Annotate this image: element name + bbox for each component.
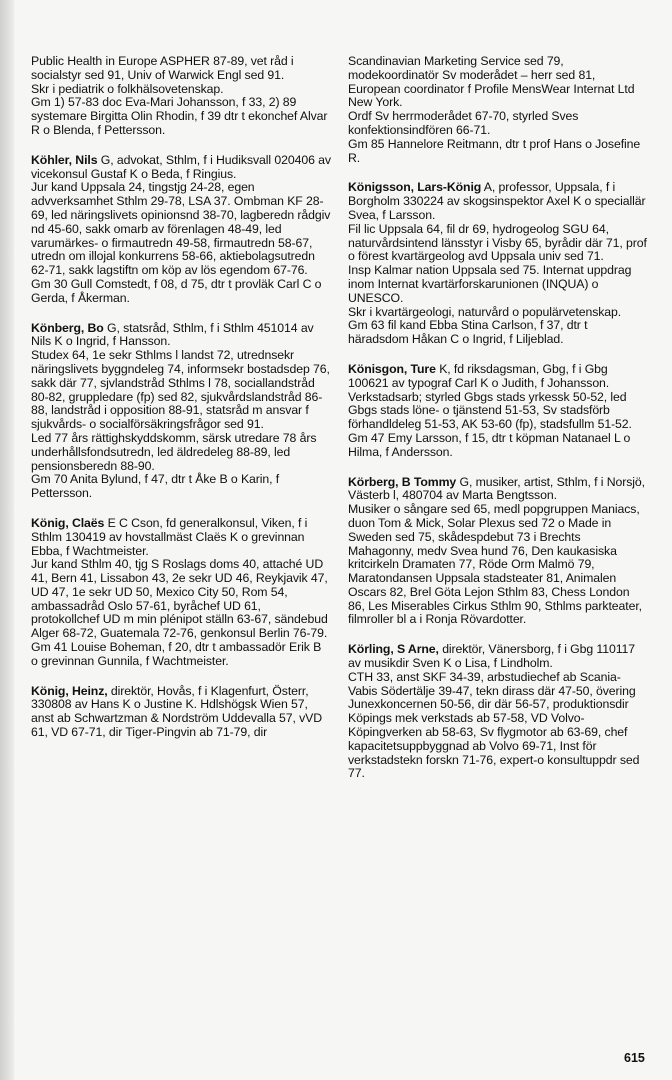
entry-intro-text: direktör, Hovås, f i Klagenfurt, Österr, 330808 av Hans K o Justine K. Hdlshögsk Wien 57, anst ab Schwartzman & Nordström Uddevalla 57, vVD 61, VD 67-71, dir Tiger-Pingvin ab 71-79, dir <box>31 683 323 740</box>
entry-name: Körberg, B Tommy <box>348 474 457 489</box>
entry-paragraph: Gm 47 Emy Larsson, f 15, dtr t köpman Natanael L o Hilma, f Andersson. <box>348 430 631 459</box>
entry-paragraph: Studex 64, 1e sekr Sthlms l landst 72, utrednsekr näringslivets byggndeleg 74, informsekr bostadsdep 76, sakk där 77, sjvlandstråd Sthlms l 78, sociallandstråd 80-82, gruppledare (fp) sed 82, sjukvårdslandstråd 86-88, landstråd i opposition 88-91, statsråd m ansvar f sjukvårds- o socialförsäkringsfrågor sed 91. <box>31 348 330 432</box>
right-column <box>348 55 648 797</box>
page-number: 615 <box>624 1051 645 1065</box>
biography-entry <box>348 363 648 460</box>
entry-paragraph: Verkstadsarb; styrled Gbgs stads yrkessk 50-52, led Gbgs stads löne- o tjänstend 51-53, Sv stadsförb förhandldeleg 51-53, AK 53-60 (fp), stadsfullm 51-52. <box>348 389 632 432</box>
entry-paragraph: Scandinavian Marketing Service sed 79, modekoordinatör Sv moderådet – herr sed 81, European coordinator f Profile MensWear Internat Ltd New York. <box>348 54 635 110</box>
entry-intro <box>31 154 331 182</box>
biography-entry <box>31 55 331 138</box>
entry-paragraph: Gm 30 Gull Comstedt, f 08, d 75, dtr t provläk Carl C o Gerda, f Åkerman. <box>31 276 322 305</box>
entry-paragraph: Jur kand Uppsala 24, tingstjg 24-28, egen advverksamhet Sthlm 29-78, LSA 37. Ombman KF 28-69, led näringslivets opinionsnd 38-70, lagberedn rådgiv nd 45-60, sakk omarb av förenlagen 48-49, led varumärkes- o firmautredn 49-58, firmautredn 58-67, utredn om illojal konkurrens 58-66, aktiebolagsutredn 62-71, sakk lagstiftn om köp av lös egendom 67-76. <box>31 180 331 278</box>
entry-paragraph: Gm 1) 57-83 doc Eva-Mari Johansson, f 33, 2) 89 systemare Birgitta Olin Rhodin, f 39 dtr t ekonchef Alvar R o Blenda, f Pettersson. <box>31 95 328 137</box>
left-column <box>31 55 331 756</box>
entry-intro-text: K, fd riksdagsman, Gbg, f i Gbg 100621 av typograf Carl K o Judith, f Johansson. <box>348 361 610 390</box>
entry-intro-text: A, professor, Uppsala, f i Borgholm 330224 av skogsinspektor Axel K o speciallär Svea, f Larsson. <box>348 180 646 222</box>
entry-paragraph: Led 77 års rättighskyddskomm, särsk utredare 78 års underhållsfondsutredn, led äldredeleg 88-89, led pensionsberedn 88-90. <box>31 430 317 473</box>
entry-paragraph: Gm 70 Anita Bylund, f 47, dtr t Åke B o Karin, f Pettersson. <box>31 472 280 501</box>
biography-entry <box>348 55 648 165</box>
entry-intro <box>348 643 648 671</box>
entry-paragraph: Skr i kvartärgeologi, naturvård o populärvetenskap. <box>348 304 622 319</box>
entry-intro-text: G, advokat, Sthlm, f i Hudiksvall 020406 av vicekonsul Gustaf K o Beda, f Ringius. <box>31 152 331 181</box>
entry-intro <box>31 322 331 350</box>
entry-paragraph: Gm 63 fil kand Ebba Stina Carlson, f 37, dtr t häradsdom Håkan C o Ingrid, f Liljeblad. <box>348 318 588 347</box>
biography-entry <box>348 181 648 347</box>
entry-intro <box>348 181 648 222</box>
entry-intro-text: G, statsråd, Sthlm, f i Sthlm 451014 av Nils K o Ingrid, f Hansson. <box>31 320 314 349</box>
entry-intro-text: G, musiker, artist, Sthlm, f i Norsjö, Västerb l, 480704 av Marta Bengtsson. <box>348 474 645 503</box>
entry-paragraph: Musiker o sångare sed 65, medl popgruppen Maniacs, duon Tom & Mick, Solar Plexus sed 72 o Made in Sweden sed 75, skådespdebut 73 i Brechts Mahagonny, medv Svea hund 76, Den kaukasiska kritcirkeln Dramaten 77, Röde Orm Malmö 79, Maratondansen Uppsala stadsteater 81, Animalen Oscars 82, Brel Göta Lejon Sthlm 83, Chess London 86, Les Miserables Cirkus Sthlm 90, Sthlms parkteater, filmroller bl a i Ronja Rövardotter. <box>348 502 642 627</box>
entry-paragraph: Ordf Sv herrmoderådet 67-70, styrled Sves konfektionsindfören 66-71. <box>348 109 579 137</box>
entry-paragraph: Jur kand Sthlm 40, tjg S Roslags doms 40, attaché UD 41, Bern 41, Lissabon 43, 2e sekr UD 46, Reykjavik 47, UD 47, 1e sekr UD 50, Mexico City 50, Rom 54, ambassadråd Oslo 57-61, byråchef UD 61, protokollchef UD m min plénipot ställn 63-67, sändebud Alger 68-72, Guatemala 72-76, genkonsul Berlin 76-79. <box>31 557 328 641</box>
entry-intro <box>31 517 331 558</box>
entry-intro <box>348 476 648 504</box>
entry-paragraph: Skr i pediatrik o folkhälsovetenskap. <box>31 81 224 96</box>
biography-entry <box>348 643 648 781</box>
entry-paragraph: Gm 85 Hannelore Reitmann, dtr t prof Hans o Josefine R. <box>348 136 641 165</box>
entry-intro-text: E C Cson, fd generalkonsul, Viken, f i Sthlm 130419 av hovstallmäst Claës K o grevinnan Ebba, f Wachtmeister. <box>31 515 308 558</box>
entry-paragraph: Insp Kalmar nation Uppsala sed 75. Internat uppdrag inom Internat kvartärforskarunionen (INQUA) o UNESCO. <box>348 263 632 305</box>
entry-paragraph: Public Health in Europe ASPHER 87-89, vet råd i socialstyr sed 91, Univ of Warwick Engl sed 91. <box>31 54 294 82</box>
entry-intro-text: direktör, Vänersborg, f i Gbg 110117 av musikdir Sven K o Lisa, f Lindholm. <box>348 642 636 671</box>
entry-name: Könberg, Bo <box>31 320 104 335</box>
entry-paragraph: Fil lic Uppsala 64, fil dr 69, hydrogeolog SGU 64, naturvårdsintend länsstyr i Visby 65, byrådir där 71, prof o förest kvartärgeolog avd Uppsala univ sed 71. <box>348 221 647 264</box>
entry-name: Könisgon, Ture <box>348 361 436 376</box>
entry-intro <box>31 685 331 740</box>
entry-intro <box>348 363 648 391</box>
entry-name: Köhler, Nils <box>31 152 98 167</box>
entry-name: König, Heinz, <box>31 683 108 698</box>
entry-paragraph: Gm 41 Louise Boheman, f 20, dtr t ambassadör Erik B o grevinnan Gunnila, f Wachtmeister. <box>31 640 322 668</box>
entry-name: Körling, S Arne, <box>348 642 439 657</box>
biography-entry <box>31 685 331 740</box>
entry-paragraph: CTH 33, anst SKF 34-39, arbstudiechef ab Scania-Vabis Södertälje 39-47, tekn dirass där 47-50, övering Junexkoncernen 50-56, dir där 56-57, produktionsdir Köpings mek verkstads ab 57-58, VD Volvo-Köpingverken ab 58-63, Sv flygmotor ab 63-69, chef kapacitetsuppbyggnad ab Volvo 69-71, Inst för verkstadstekn forskn 71-76, expert-o konsultuppdr sed 77. <box>348 669 640 781</box>
biography-entry <box>31 322 331 501</box>
book-spine-shadow <box>0 0 14 1080</box>
biography-entry <box>31 154 331 306</box>
biography-entry <box>348 476 648 628</box>
entry-name: Königsson, Lars-König <box>348 180 482 195</box>
biography-entry <box>31 517 331 669</box>
entry-name: König, Claës <box>31 515 105 530</box>
